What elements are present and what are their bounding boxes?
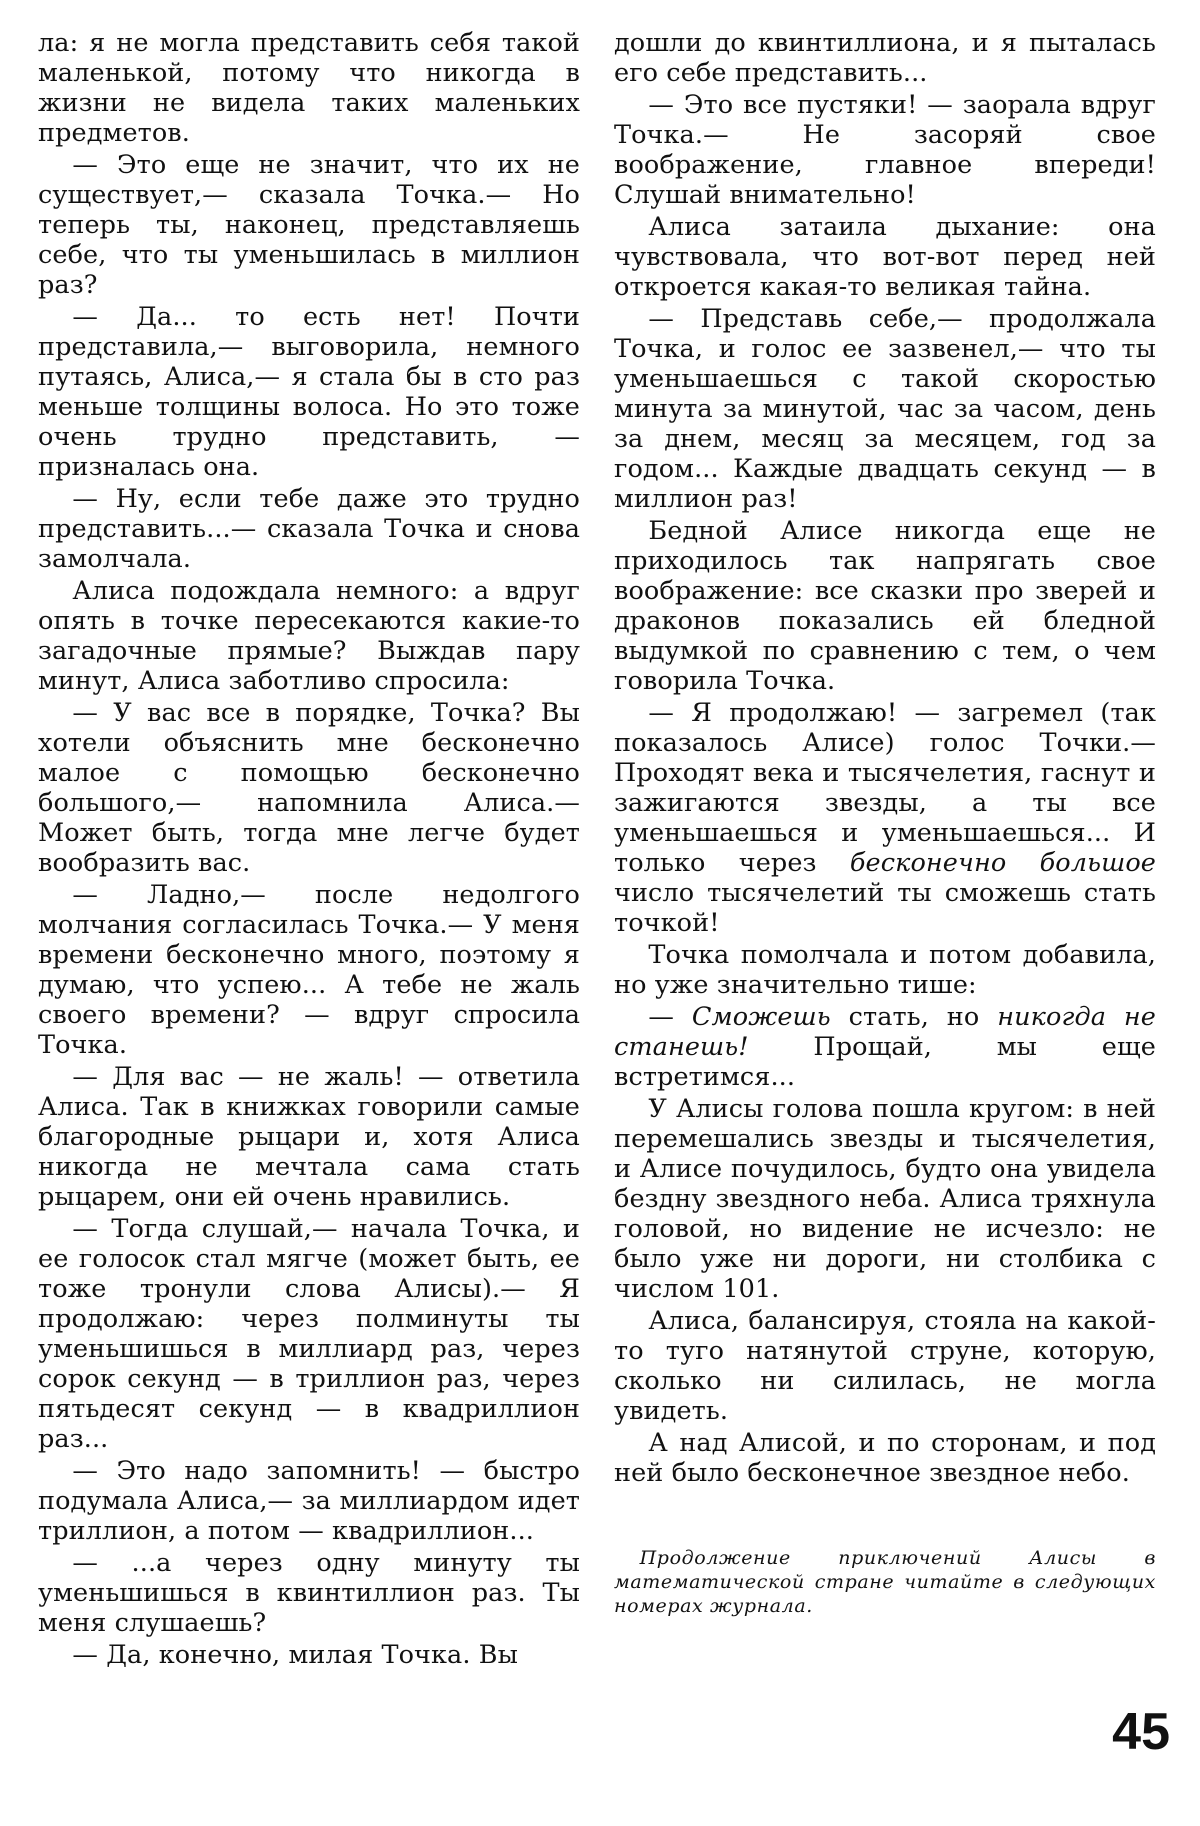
paragraph: — Это все пустяки! — заорала вдруг Точка.— Не засоряй свое воображение, главное впереди! Слушай внимательно! [614, 90, 1156, 210]
paragraph: — Да, конечно, милая Точка. Вы [72, 1640, 518, 1670]
paragraph [614, 1002, 1156, 1092]
paragraph: — Представь себе,— продолжала Точка, и голос ее зазвенел,— что ты уменьшаешься с такой скоростью минута за минутой, час за часом, день за днем, месяц за месяцем, год за годом... Каждые двадцать секунд — в миллион раз! [614, 304, 1156, 514]
paragraph: — Да... то есть нет! Почти представила,— выговорила, немного путаясь, Алиса,— я стала бы в сто раз меньше толщины волоса. Но это тоже очень трудно представить, — призналась она. [38, 302, 580, 482]
paragraph: ла: я не могла представить себя такой маленькой, потому что никогда в жизни не видела таких маленьких предметов. [38, 28, 580, 148]
paragraph: Точка помолчала и потом добавила, но уже значительно тише: [614, 940, 1156, 1000]
emphasis-text: никогда не станешь! [614, 1002, 1156, 1062]
paragraph-text: Прощай, мы еще встретимся... [614, 1032, 1156, 1092]
paragraph: — Это еще не значит, что их не существует,— сказала Точка.— Но теперь ты, наконец, представляешь себе, что ты уменьшилась в миллион раз? [38, 150, 580, 300]
paragraph: — У вас все в порядке, Точка? Вы хотели объяснить мне бесконечно малое с помощью бесконечно большого,— напомнила Алиса.— Может быть, тогда мне легче будет вообразить вас. [38, 698, 580, 878]
dash: — [648, 1002, 675, 1032]
paragraph-text: — Я продолжаю! — загремел (так показалось Алисе) голос Точки.— Проходят века и тысячелетия, гаснут и зажигаются звезды, а ты все уменьшаешься и уменьшаешься... И только через [614, 698, 1156, 878]
paragraph: Бедной Алисе никогда еще не приходилось так напрягать свое воображение: все сказки про зверей и драконов показались ей бледной выдумкой по сравнению с тем, о чем говорила Точка. [614, 516, 1156, 696]
left-text-column [38, 28, 580, 1672]
paragraph-text: число тысячелетий ты сможешь стать точкой! [614, 878, 1156, 938]
paragraph: — Ладно,— после недолгого молчания согласилась Точка.— У меня времени бесконечно много, поэтому я думаю, что успею... А тебе не жаль своего времени? — вдруг спросила Точка. [38, 880, 580, 1060]
paragraph: — ...а через одну минуту ты уменьшишься в квинтиллион раз. Ты меня слушаешь? [38, 1548, 580, 1638]
paragraph: — Ну, если тебе даже это трудно представить...— сказала Точка и снова замолчала. [38, 484, 580, 574]
paragraph: Алиса подождала немного: а вдруг опять в точке пересекаются какие-то загадочные прямые? Выждав пару минут, Алиса заботливо спросила: [38, 576, 580, 696]
paragraph: дошли до квинтиллиона, и я пыталась его себе представить... [614, 28, 1156, 88]
paragraph: Алиса, балансируя, стояла на какой-то туго натянутой струне, которую, сколько ни силилась, не могла увидеть. [614, 1306, 1156, 1426]
page-number: 45 [1112, 1703, 1170, 1761]
right-text-column [614, 28, 1156, 1490]
paragraph [614, 698, 1156, 938]
continuation-note: Продолжение приключений Алисы в математической стране читайте в следующих номерах журнала. [614, 1547, 1156, 1617]
paragraph-text: стать, но [848, 1002, 980, 1032]
paragraph: — Для вас — не жаль! — ответила Алиса. Так в книжках говорили самые благородные рыцари и, хотя Алиса никогда не мечтала сама стать рыцарем, они ей очень нравились. [38, 1062, 580, 1212]
emphasis-text: бесконечно большое [849, 848, 1156, 878]
paragraph: Алиса затаила дыхание: она чувствовала, что вот-вот перед ней откроется какая-то великая тайна. [614, 212, 1156, 302]
emphasis-text: Сможешь [691, 1002, 831, 1032]
paragraph: А над Алисой, и по сторонам, и под ней было бесконечное звездное небо. [614, 1428, 1156, 1488]
paragraph: — Тогда слушай,— начала Точка, и ее голосок стал мягче (может быть, ее тоже тронули слова Алисы).— Я продолжаю: через полминуты ты уменьшишься в миллиард раз, через сорок секунд — в триллион раз, через пятьдесят секунд — в квадриллион раз... [38, 1214, 580, 1454]
paragraph: У Алисы голова пошла кругом: в ней перемешались звезды и тысячелетия, и Алисе почудилось, будто она увидела бездну звездного неба. Алиса тряхнула головой, но видение не исчезло: не было уже ни дороги, ни столбика с числом 101. [614, 1094, 1156, 1304]
paragraph: — Это надо запомнить! — быстро подумала Алиса,— за миллиардом идет триллион, а потом — квадриллион... [38, 1456, 580, 1546]
